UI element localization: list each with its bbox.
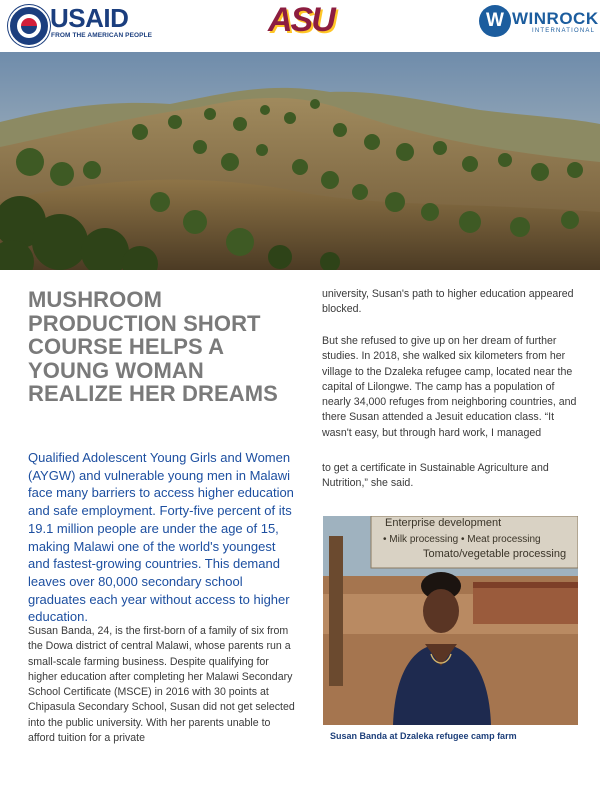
lead-paragraph: Qualified Adolescent Young Girls and Women (AYGW) and vulnerable young men in Malawi face many barriers to access higher education and safe employment. Forty-five percent of its 19.1 million people are under the age of 15, making Malawi one of the world's youngest and fastest-growing countries. This demand leaves over 80,000 secondary school graduates each year without access to higher education. [28, 450, 294, 625]
winrock-logo: WINROCK [512, 9, 599, 28]
body-paragraph-right-1: university, Susan's path to higher education appeared blocked. [322, 288, 574, 316]
winrock-logo-icon: W [479, 5, 511, 37]
sign-line-3: Tomato/vegetable processing [423, 548, 567, 560]
portrait-photo [323, 516, 578, 725]
photo-caption: Susan Banda at Dzaleka refugee camp farm [330, 731, 517, 741]
body-paragraph-right-2: But she refused to give up on her dream of further studies. In 2018, she walked six kilometers from her village to the Dzaleka refugee camp, located near the capital of Lilongwe. The camp has a population of nearly 34,000 refuges from neighboring countries, and there Susan attended a Jesuit education class. “It wasn't easy, but through hard work, I managed [322, 335, 577, 439]
page-header [0, 0, 600, 52]
sign-line-1: Enterprise development [385, 517, 502, 529]
landscape-photo [0, 52, 600, 270]
article-headline: MUSHROOM PRODUCTION SHORT COURSE HELPS A YOUNG WOMAN REALIZE HER DREAMS [28, 287, 278, 406]
sign-line-2: • Milk processing • Meat processing [383, 534, 541, 545]
body-paragraph-right-3: to get a certificate in Sustainable Agriculture and Nutrition,” she said. [322, 462, 549, 490]
asu-logo: ASU [268, 1, 334, 39]
usaid-seal-icon [8, 5, 50, 47]
body-paragraph-left: Susan Banda, 24, is the first-born of a family of six from the Dowa district of central Malawi, whose parents run a small-scale farming business. Despite qualifying for higher education after completing her Malawi Secondary School Certificate (MSCE) in 2016 with 30 points at Chipasula Secondary School, Susan did not get selected into the public university. With her parents unable to afford tuition for a private [28, 625, 295, 745]
usaid-tagline: FROM THE AMERICAN PEOPLE [51, 32, 153, 39]
winrock-subtitle: INTERNATIONAL [532, 28, 596, 34]
usaid-logo: USAID [50, 3, 129, 33]
